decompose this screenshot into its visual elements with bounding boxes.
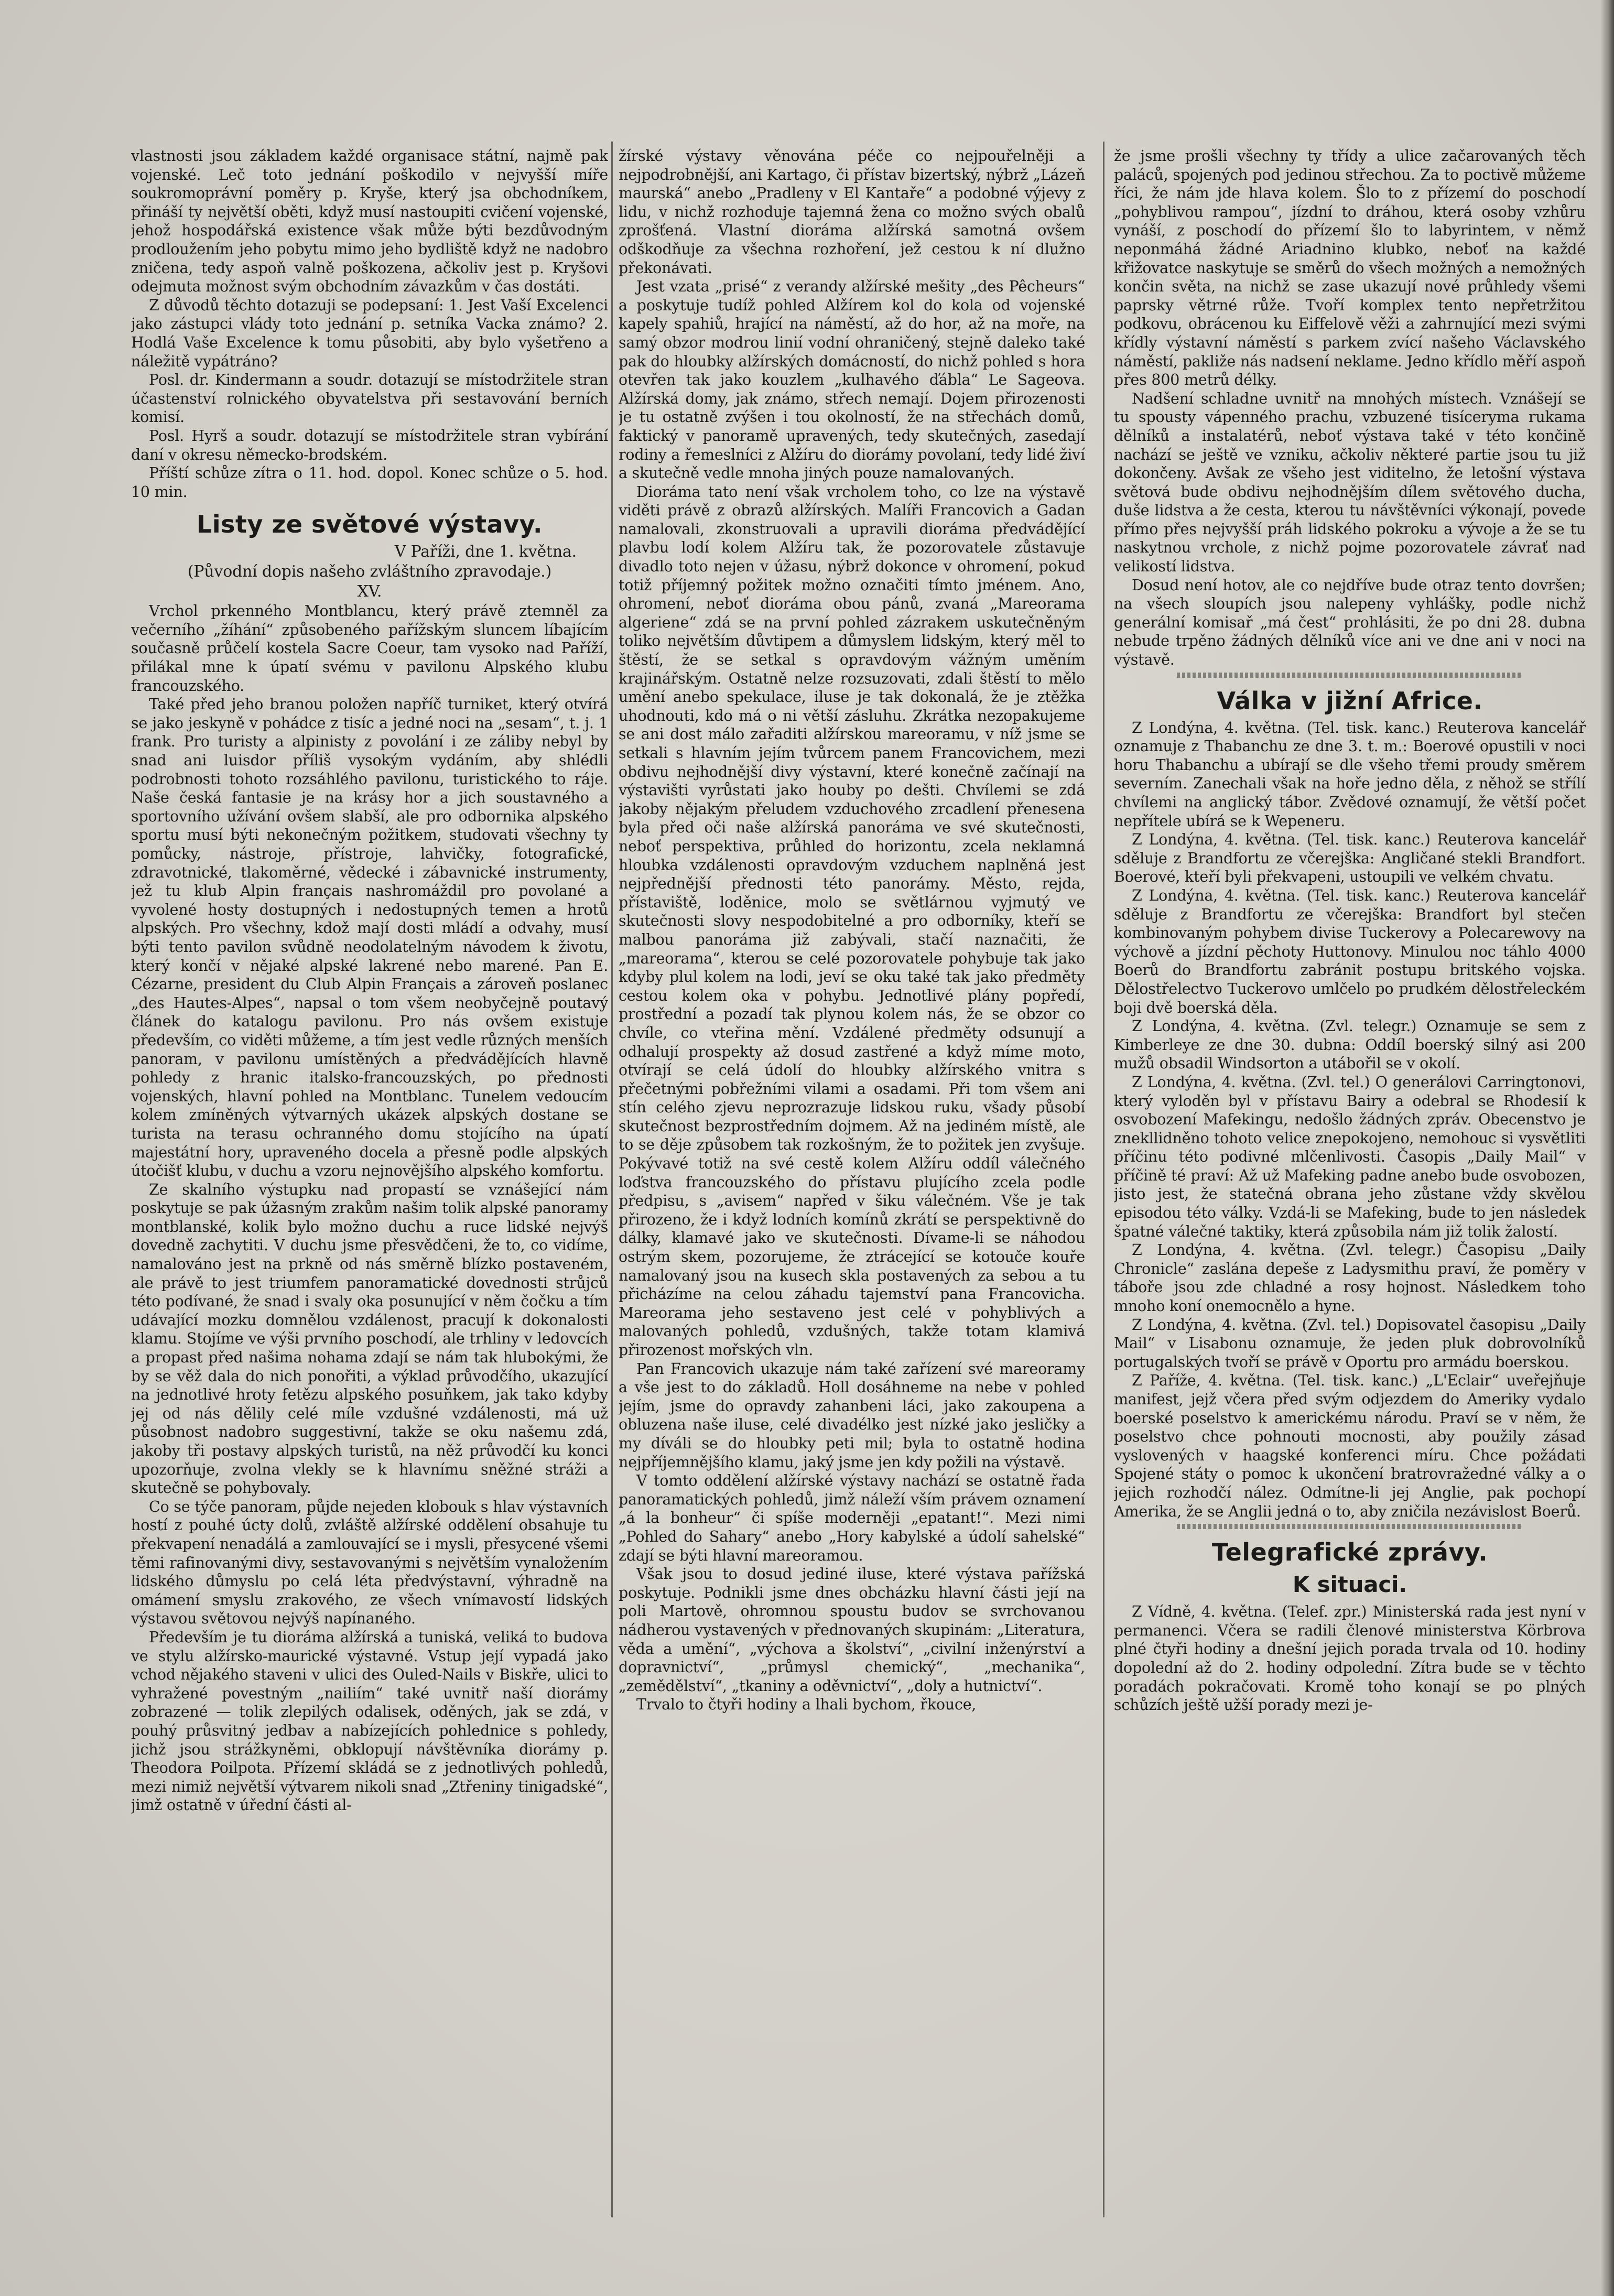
paragraph: Však jsou to dosud jediné iluse, které výstava pařížská poskytuje. Podnikli jsme dnes obcházku hlavní části její na poli Martově, ohromnou spoustu budov se svrchovanou nádherou vystavených v přednovaných skupinám: „Literatura, věda a umění“, „výchova a školství“, „civilní inženýrství a dopravnictví“, „průmysl chemický“, „mechanika“, „zemědělství“, „tkaniny a oděvnictví“, „doly a hutnictví“.	[619, 1565, 1085, 1695]
paragraph: V tomto oddělení alžírské výstavy nachází se ostatně řada panoramatických pohledů, jimž náleží vším právem oznamení „á la bonheur“ či spíše moderněji „epatant!“. Mezi nimi „Pohled do Sahary“ anebo „Hory kabylské a údolí sahelské“ zdají se býti hlavní mareoramou.	[619, 1472, 1085, 1564]
news-item: Z Londýna, 4. května. (Zvl. telegr.) Oznamuje se sem z Kimberleye ze dne 30. dubna: Oddíl boerský silný asi 200 mužů obsadil Windsorton a utábořil se v okolí.	[1114, 1017, 1586, 1073]
dateline: V Paříži, dne 1. května.	[394, 543, 577, 561]
section-divider	[1177, 1524, 1523, 1529]
column-rule	[1103, 142, 1104, 2217]
column-right	[1114, 147, 1586, 2244]
section-divider	[1177, 673, 1523, 678]
news-item: Z Londýna, 4. května. (Zvl. tel.) Dopisovatel časopisu „Daily Mail“ v Lisabonu oznamuje, že jeden pluk dobrovolníků portugalských tvoří se právě v Oportu pro armádu boerskou.	[1114, 1316, 1586, 1371]
news-item: Z Londýna, 4. května. (Tel. tisk. kanc.) Reuterova kancelář oznamuje z Thabanchu ze dne 3. t. m.: Boerové opustili v noci horu Thabanchu a ubírají se dle všeho třemi proudy směrem severním. Zanechali však na hoře jedno děla, z něhož se střílí chvílemi na anglický tábor. Zvědové oznamují, že větší počet nepřítele ubírá se k Wepeneru.	[1114, 719, 1586, 830]
paragraph: žírské výstavy věnována péče co nejpouřelněji a nejpodrobnější, ani Kartago, či přístav bizertský, nýbrž „Lázeň maurská“ anebo „Pradleny v El Kantaře“ a podobné výjevy z lidu, v nichž rozhoduje tajemná žena co možno svých obalů zprošťená. Vlastní dioráma alžírská samotná ovšem odškodňuje za všechna rozhoření, jež cestou k ní dlužno překonávati.	[619, 147, 1085, 277]
paragraph: Také před jeho branou položen napříč turniket, který otvírá se jako jeskyně v pohádce z tisíc a jedné noci na „sesam“, t. j. 1 frank. Pro turisty a alpinisty z povolání i ze záliby nebyl by snad ani luisdor příliš vysokým vydáním, aby shlédli podrobnosti tohoto rozsáhlého pavilonu, turistického to ráje. Naše česká fantasie je na krásy hor a jich soustavného a sportovního užívání ovšem slabší, ale pro odbornika alpského sportu musí býti nekonečným požitkem, studovati všechny ty pomůcky, nástroje, přístroje, lahvičky, fotografické, zdravotnické, tlakoměrné, vědecké i zábavnické instrumenty, jež tu klub Alpin français nashromáždil pro povolané a vyvolené hosty dostupných i nedostupných temen a hrotů alpských. Pro všechny, kdož mají dosti mládí a odvahy, musí býti tento pavilon svůdně neodolatelným návodem k životu, který končí v nějaké alpské lakrené nebo marené. Pan E. Cézarne, president du Club Alpin Français a zároveň poslanec „des Hautes-Alpes“, napsal o tom všem neobyčejně poutavý článek do katalogu pavilonu. Pro nás ovšem existuje především, co viděti můžeme, a tím jest vedle různých menších panoram, v pavilonu umístěných a předvádějících hlavně pohledy z hranic italsko-francouzských, po přednosti vojenských, hlavní pohled na Montblanc. Tunelem vedoucím kolem zmíněných výtvarných ukázek alpských dostane se turista na terasu ochranného domu stojícího na úpatí majestátní hory, upraveného docela a přesně podle alpských útočišť klubu, v duchu a vzoru nejnovějšího alpského komfortu.	[131, 696, 608, 1180]
paragraph: Posl. dr. Kindermann a soudr. dotazují se místodržitele stran účastenství rolnického obyvatelstva při sestavování berních komisí.	[131, 371, 608, 426]
paragraph: Dosud není hotov, ale co nejdříve bude otraz tento dovršen; na všech sloupích jsou nalepeny vyhlášky, podle nichž generální komisař „má čest“ prohlásiti, že po dni 28. dubna nebude trpěno žádných dělníků více ani ve dne ani v noci na výstavě.	[1114, 576, 1586, 669]
column-rule	[611, 142, 613, 2217]
column-left	[131, 147, 608, 2244]
paragraph: Vrchol prkenného Montblancu, který právě ztemněl za večerního „žíhání“ způsobeného pařížským sluncem líbajícím současně průčelí kostela Sacre Coeur, tam vysoko nad Paříží, přilákal mne k úpatí svému v pavilonu Alpského klubu francouzského.	[131, 602, 608, 695]
paragraph: Z důvodů těchto dotazuji se podepsaní: 1. Jest Vaší Excelenci jako zástupci vlády toto jednání p. setníka Vacka známo? 2. Hodlá Vaše Excelence k tomu působiti, aby bylo vyšetřeno a náležitě vypátráno?	[131, 296, 608, 370]
section-heading: Telegrafické zprávy.	[1211, 1538, 1488, 1567]
paragraph: Příští schůze zítra o 11. hod. dopol. Konec schůze o 5. hod. 10 min.	[131, 464, 608, 501]
paragraph: Ze skalního výstupku nad propastí se vznášející nám poskytuje se pak úžasným zrakům našim tolik alpské panoramy montblanské, kolik bylo možno duchu a ruce lidské nejvýš dovedně zachytiti. V duchu jsme přesvědčeni, že to, co vidíme, namalováno jest na prkně od nás směrně blízko postaveném, ale právě to jest triumfem panoramatické dovednosti strůjců této podívané, že snad i svaly oka posunující v něm čočku a tím udávající mozku domnělou vzdálenost, pracují k dokonalosti klamu. Stojíme ve výši prvního poschodí, ale trhliny v ledovcích a propast před našima nohama zdají se nám tak hlubokými, že by se věž dala do nich ponořiti, a výklad průvodčího, ukazující na jednotlivé hroty fetězu alpského posuňkem, jak tako kdyby jej od nás dělily celé míle vzdušné vzdálenosti, má už působnost nadobro suggestivní, takže se oku našemu zdá, jakoby tři postavy alpských turistů, na něž průvodčí ku konci upozorňuje, zvolna vlekly se k hlavnímu sněžné stráži a skutečně se pohybovaly.	[131, 1181, 608, 1497]
news-item: Z Londýna, 4. května. (Tel. tisk. kanc.) Reuterova kancelář sděluje z Brandfortu ze včerejška: Angličané stekli Brandfort. Boerové, kteří byli překvapeni, ustoupili ve velkém chvatu.	[1114, 831, 1586, 886]
page-edge	[1600, 0, 1614, 2296]
installment-number: XV.	[357, 582, 382, 601]
paragraph: Nadšení schladne uvnitř na mnohých místech. Vznášejí se tu spousty vápenného prachu, vzbuzené tisíceryma rukama dělníků a instalatérů, neboť výstava také v této končině nachází se ještě ve vzniku, ačkoliv některé partie jsou tu již dokončeny. Avšak ze všeho jest viditelno, že letošní výstava světová bude obdivu nejhodnějším dílem světového ducha, duše lidstva a že cesta, kterou tu návštěvníci výkonají, povede přímo přes nejvyšší práh lidského pokroku a vývoje a že se tu naskytnou vrchole, z nichž pojme pozorovatele závrať nad velikostí lidstva.	[1114, 389, 1586, 576]
paragraph: vlastnosti jsou základem každé organisace státní, najmě pak vojenské. Leč toto jednání poškodilo v nejvyšší míře soukromoprávní poměry p. Kryše, který jsa obchodníkem, přináší ty největší oběti, když musí nastoupiti cvičení vojenské, jehož hospodářská existence však může býti bezdůvodným prodloužením jeho pobytu mimo jeho bydliště když ne nadobro zničena, tedy aspoň valně poškozena, ačkoliv jest p. Kryšovi odejmuta možnost svým obchodním závazkům v čas dostáti.	[131, 147, 608, 296]
paragraph: Pan Francovich ukazuje nám také zařízení své mareoramy a vše jest to do základů. Holl dosáhneme na nebe v pohled jejím, jsme do opravdy zahanbeni láci, jako zakoupena a obluzena naše iluse, celé divadélko jest nízké jako jesličky a my díváli se do hloubky peti mil; byla to ostatně hodina nejpříjemnějšího klamu, jaký jsme jen kdy požili na výstavě.	[619, 1360, 1085, 1471]
section-heading: Válka v jižní Africe.	[1217, 686, 1483, 715]
correspondent-note: (Původní dopis našeho zvláštního zpravodaje.)	[187, 562, 552, 581]
paragraph: Trvalo to čtyři hodiny a lhali bychom, řkouce,	[636, 1696, 977, 1714]
news-item: Z Londýna, 4. května. (Zvl. tel.) O generálovi Carringtonovi, který vyloděn byl v přístavu Bairy a odebral se Rhodesií k osvobození Mafekingu, nedošlo žádných zpráv. Obecenstvo je znekllidněno tohoto velice znepokojeno, nemohouc si vysvětliti příčinu této podivné mlčenlivosti. Časopis „Daily Mail“ v příčině té praví: Až už Mafeking padne anebo bude osvobozen, jisto jest, že statečná obrana jeho zůstane vždy skvělou episodou této války. Vzdá-li se Mafeking, bude to jen následek špatné válečné taktiky, která způsobila nám již tolik žalostí.	[1114, 1073, 1586, 1240]
paragraph: Především je tu dioráma alžírská a tuniská, veliká to budova ve stylu alžírsko-maurické výstavné. Vstup její vypadá jako vchod nějakého staveni v ulici des Ouled-Nails v Biskře, ulici to vyhražené povestným „nailiím“ také uvnitř naší diorámy zobrazené — tolik zlepilých odalisek, oděných, jak se zdá, v pouhý průsvitný jedbav a nabízejících pohlednice s pohledy, jichž jsou strážkyněmi, obklopují návštěvníka diorámy p. Theodora Poilpota. Přízemí skládá se z jednotlivých pohledů, mezi nimiž největší výtvarem nikoli snad „Ztřeniny tinigadské“, jimž ostatně v úřední části al-	[131, 1628, 608, 1814]
paragraph: Jest vzata „prisé“ z verandy alžírské mešity „des Pêcheurs“ a poskytuje tudíž pohled Alžírem kol do kola od vojenské kapely spahiů, hrající na náměstí, až do hor, až na moře, na samý obzor modrou linií vodní ohraničený, stejně daleko také pak do hloubky alžírských domácností, do nichž pohled s hora otevřen tak jako kouzlem „kulhavého ďábla“ Le Sageova. Alžírská domy, jak známo, střech nemají. Dojem přirozenosti je tu ostatně zvýšen i tou okolností, že na střechách domů, faktický v panoramě upravených, tedy skutečných, zasedají rodiny a řemeslníci z Alžíru do diorámy povolaní, tedy lidé živí a skutečně vedle mnoha jiných pouze namalovaných.	[619, 278, 1085, 482]
subsection-heading: K situaci.	[1292, 1572, 1407, 1598]
paragraph: že jsme prošli všechny ty třídy a ulice začarovaných těch paláců, spojených pod jedinou střechou. Za to poctivě můžeme říci, že nám jde hlava kolem. Šlo to z přízemí do poschodí „pohyblivou rampou“, jízdní to dráhou, která osoby vzhůru vynáší, z poschodí do přízemí šlo to labyrintem, v němž neponmáhá žádné Ariadnino klubko, neboť na každé křižovatce naskytuje se směrů do všech možných a nemožných končin světa, na nichž se zase ukazují nové průhledy všemi paprsky větrné růže. Tvoří komplex tento nepřetržitou podkovu, obrácenou ku Eiffelově věži a zahrnující mezi svými křídly výstavní náměstí s parkem zvící našeho Václavského náměstí, pakliže nás nadsení neklame. Jedno křídlo měří aspoň přes 800 metrů délky.	[1114, 147, 1586, 389]
news-item: Z Paříže, 4. května. (Tel. tisk. kanc.) „L'Eclair“ uveřejňuje manifest, jejž včera před svým odjezdem do Ameriky vydalo boerské poselstvo k americkému národu. Praví se v něm, že poselstvo chce pohnouti mocnosti, aby použily zásad vyslovených v haagské konferenci míru. Chce požádati Spojené státy o pomoc k ukončení bratrovražedné války a o jejich rozhodčí nález. Odmítne-li jej Anglie, pak pochopí Amerika, že se Anglii jedná o to, aby zničila nezávislost Boerů.	[1114, 1372, 1586, 1520]
paragraph: Posl. Hyrš a soudr. dotazují se místodržitele stran vybírání daní v okresu německo-brodském.	[131, 427, 608, 463]
section-heading: Listy ze světové výstavy.	[197, 510, 543, 539]
news-item: Z Londýna, 4. května. (Zvl. telegr.) Časopisu „Daily Chronicle“ zaslána depeše z Ladysmithu praví, že poměry v táboře jsou zde chladné a rosy hojnost. Následkem toho mnoho koní onemocnělo a hyne.	[1114, 1241, 1586, 1315]
paragraph: Co se týče panoram, půjde nejeden klobouk s hlav výstavních hostí z pouhé úcty dolů, zvláště alžírské oddělení obsahuje tu překvapení nenadálá a zamlouvající se i mysli, přesycené všemi těmi rafinovanými divy, sestavovanými s největším vynaložením lidského důmyslu po celá léta předvýstavní, výhradně na omámení smyslu zrakového, ze všech vnímavostí lidských výstavou světovou nejvýš napínaného.	[131, 1498, 608, 1628]
column-middle	[619, 147, 1085, 2244]
paragraph: Dioráma tato není však vrcholem toho, co lze na výstavě viděti právě z obrazů alžírských. Malíři Francovich a Gadan namalovali, zkonstruovali a upravili dioráma předvádějící plavbu lodí kolem Alžíru tak, že pozorovatele zůstavuje divadlo toto nejen v úžasu, nýbrž dokonce v ohromení, pokud totiž příjemný požitek možno označiti tímto jménem. Ano, ohromení, neboť dioráma obou pánů, zvaná „Mareorama algeriene“ zdá se na první pohled zázrakem uskutečněným toliko největším důvtipem a důmyslem lidským, který měl to štěstí, že se setkal s opravdovým vážným uměním krajinářským. Ostatně nelze rozsuzovati, zdali štěstí to mělo umění anebo spekulace, iluse je tak dokonalá, že je ztěžka uhodnouti, kdo má o ni větší zásluhu. Zkrátka nezopakujeme se ani dost málo zařaditi alžírskou mareoramu, v níž jsme se setkali s hlavním jejím tvůrcem panem Francovichem, mezi obdivu nejhodnější divy výstavní, které konečně začínají na výstavišti vyrůstati jako houby po dešti. Chvílemi se zdá jakoby nějakým přeludem vzduchového zrcadlení přenesena byla před oči naše alžírská panoráma ve své skutečnosti, neboť perspektiva, průhled do horizontu, zcela neklamná hloubka vzdálenosti opravdovým vzduchem naplněná jest nejpřednější přednosti této panorámy. Město, rejda, přístaviště, loděnice, molo se světlárnou vyjmutý ve skutečnosti slovy nespodobitelné a pro odborníky, kteří se malbou panoráma již zabývali, stačí naznačiti, že „mareorama“, kterou se celé pozorovatele pohybuje tak jako kdyby plul kolem na lodi, jeví se oku také tak jako předměty cestou kolem oka v pohybu. Jednotlivé plány popředí, prostřední a pozadí tak plynou kolem nás, že se obzor co chvíle, co vteřina mění. Vzdálené předměty odsunují a odhalují prospekty až dosud zastřené a když míme moto, otvírají se celá údolí do hloubky alžírského vnitra s přečetnými pobřežními vilami a osadami. Při tom všem ani stín celého zjevu neprozrazuje lidskou ruku, všady působí skutečnost bezprostředním dojmem. Až na jediném místě, ale to se děje způsobem tak rozkošným, že to požitek jen zvyšuje. Pokývavé totiž na své cestě kolem Alžíru oddíl válečného loďstva francouzského do přístavu plujícího zcela podle předpisu, s „avisem“ napřed v šiku válečném. Vše je tak přirozeno, že i když lodních komínů zkrátí se perspektivně do dálky, klamavé jako ve skutečnosti. Dívame-li se náhodou ostrým skem, pozorujeme, že ztrácející se kotouče kouře namalovaný jsou na kusech skla postavených za sebou a tu přicházíme na celou záhadu tajemství pana Francovicha. Mareorama jeho sestaveno jest celé v pohyblivých a malovaných pohledů, vzdušných, takže totam klamivá přirozenost mořských vln.	[619, 483, 1085, 1359]
news-item: Z Vídně, 4. května. (Telef. zpr.) Ministerská rada jest nyní v permanenci. Včera se radili členové ministerstva Körbrova plné čtyři hodiny a dnešní jejich porada trvala od 10. hodiny dopolední až do 2. hodiny odpolední. Zítra bude se v těchto poradách pokračovati. Kromě toho konají se po plných schůzích ještě užší porady mezi je-	[1114, 1603, 1586, 1714]
news-item: Z Londýna, 4. května. (Tel. tisk. kanc.) Reuterova kancelář sděluje z Brandfortu ze včerejška: Brandfort byl stečen kombinovaným pohybem divise Tuckerovy a Polecarewovy na výchově a jízdní pěchoty Huttonovy. Minulou noc táhlo 4000 Boerů do Brandfortu zabránit postupu britského vojska. Dělostřelectvo Tuckerovo umlčelo po prudkém dělostřeleckém boji dvě boerská děla.	[1114, 886, 1586, 1016]
